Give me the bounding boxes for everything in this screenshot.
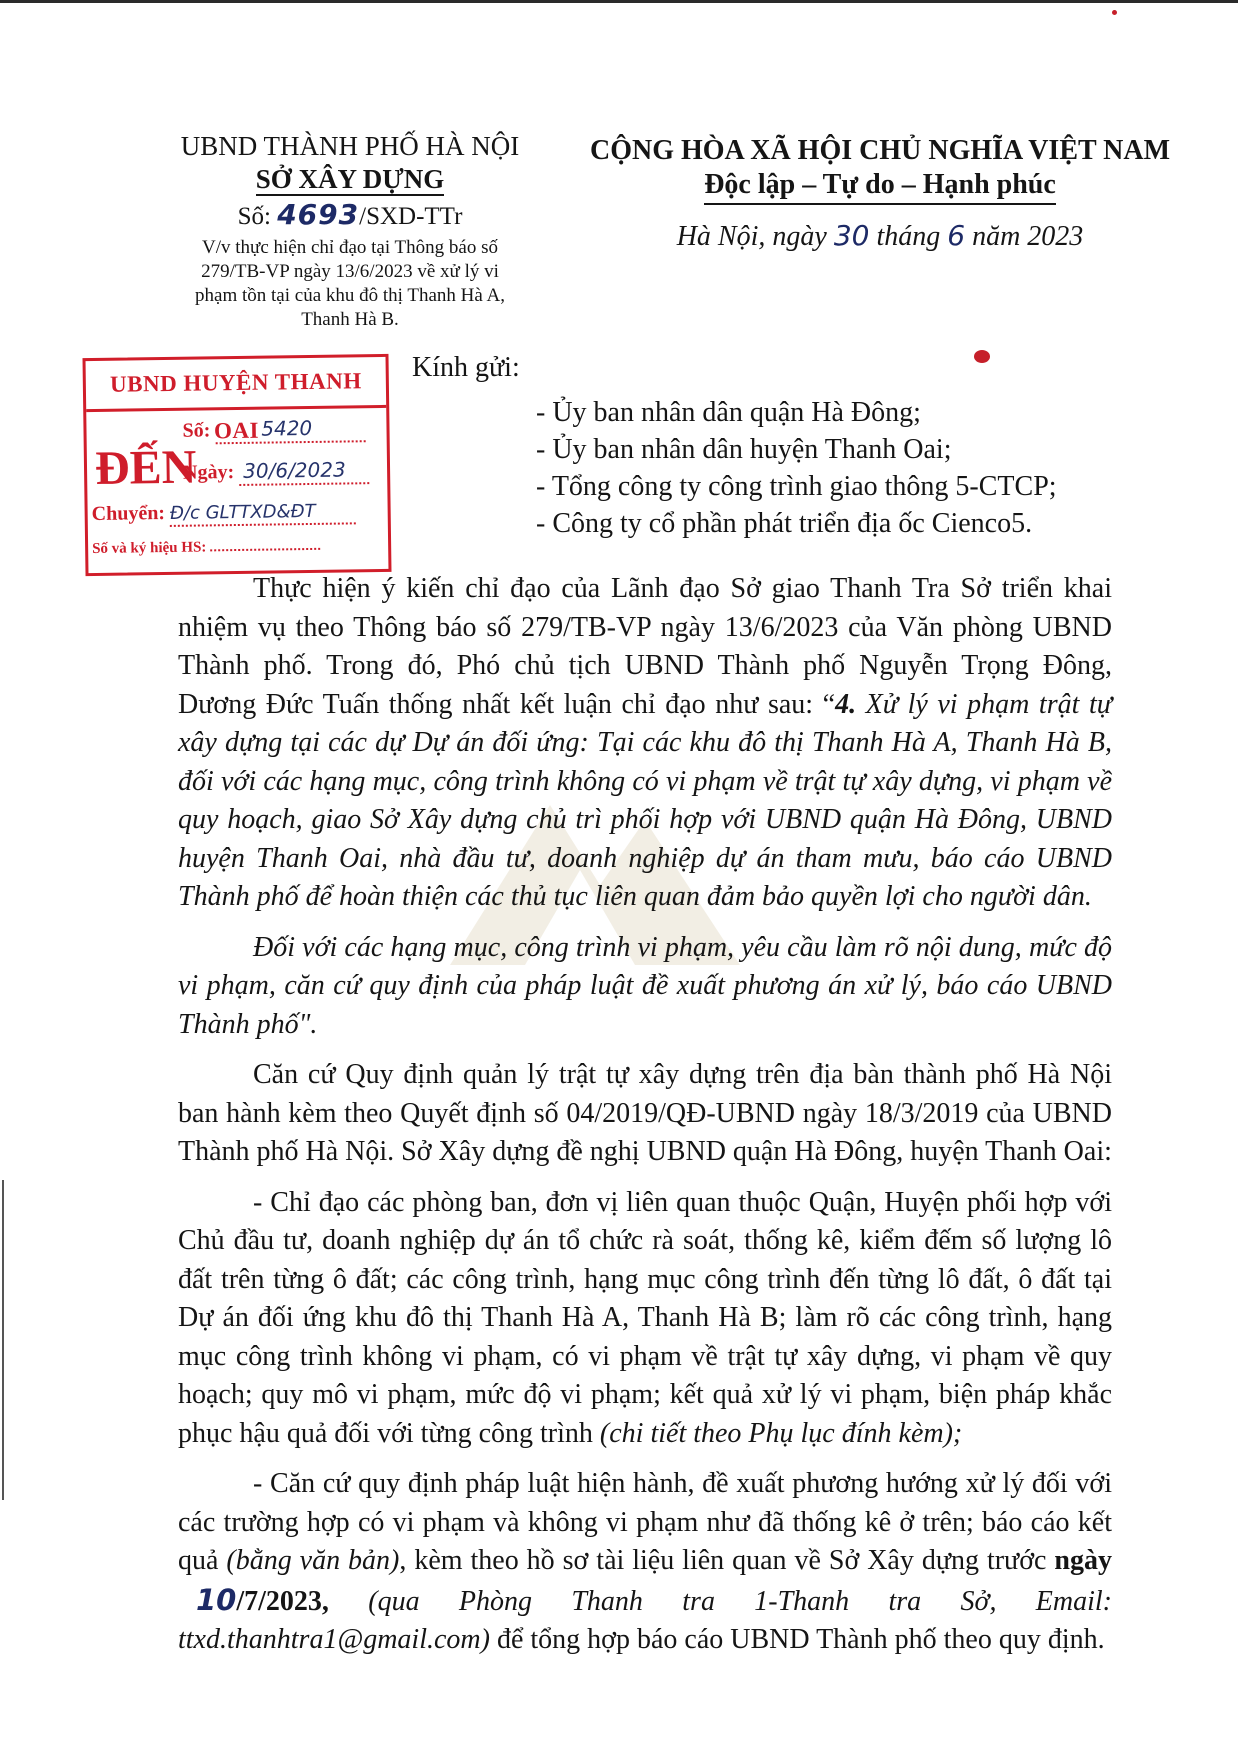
stamp-so-field xyxy=(215,415,365,444)
p5-text-b: (bằng văn bản) xyxy=(226,1545,400,1576)
number-handwritten: 4693 xyxy=(277,198,360,231)
p5-deadline-label: ngày xyxy=(1054,1545,1112,1576)
p5-text-a: - Căn cứ quy định pháp luật hiện hành, đề xuất phương hướng xử lý đối với các trường hợp có vi phạm và không vi phạm như đã thống kê ở trên; báo cáo kết quả xyxy=(178,1468,1112,1576)
body-paragraph-5 xyxy=(178,1465,1112,1660)
document-number xyxy=(150,196,550,236)
stamp-so-value: 5420 xyxy=(261,415,313,441)
p5-contact-note: (qua Phòng Thanh tra 1-Thanh tra Sở, Email: ttxd.thanhtra1@gmail.com) xyxy=(178,1585,1113,1655)
issuer-department xyxy=(150,163,550,196)
body-paragraph-3: Căn cứ Quy định quản lý trật tự xây dựng trên địa bàn thành phố Hà Nội ban hành kèm theo Quyết định số 04/2019/QĐ-UBND ngày 18/3/2019 của UBND Thành phố Hà Nội. Sở Xây dựng đề nghị UBND quận Hà Đông, huyện Thanh Oai: xyxy=(178,1059,1112,1167)
body-paragraph-2: Đối với các hạng mục, công trình vi phạm, yêu cầu làm rõ nội dung, mức độ vi phạm, căn cứ quy định của pháp luật đề xuất phương án xử lý, báo cáo UBND Thành phố". xyxy=(178,931,1112,1040)
p1-quote: Xử lý vi phạm trật tự xây dựng tại các dự Dự án đối ứng: Tại các khu đô thị Thanh Hà A, Thanh Hà B, đối với các hạng mục, công trình không có vi phạm về trật tự xây dựng, vi phạm về quy hoạch, giao Sở Xây dựng chủ trì phối hợp với UBND quận Hà Đông, UBND huyện Thanh Oai, nhà đầu tư, doanh nghiệp dự án tham mưu, báo cáo UBND Thành phố để hoàn thiện các thủ tục liên quan đảm bảo quyền lợi cho người dân. xyxy=(178,688,1113,912)
stamp-ngay-field xyxy=(239,457,369,486)
p1-text: Thực hiện ý kiến chỉ đạo của Lãnh đạo Sở giao Thanh Tra Sở triển khai nhiệm vụ theo Thông báo số 279/TB-VP ngày 13/6/2023 của Văn phòng UBND Thành phố. Trong đó, Phó chủ tịch UBND Thành phố Nguyễn Trọng Đông, Dương Đức Tuấn thống nhất kết luận chỉ đạo như sau: “ xyxy=(178,573,1112,720)
date-month-handwritten: 6 xyxy=(947,219,966,252)
national-motto: Độc lập – Tự do – Hạnh phúc xyxy=(704,168,1056,205)
issue-date xyxy=(590,219,1170,254)
p5-deadline-day-handwritten: 10 xyxy=(196,1582,237,1617)
p4-text: - Chỉ đạo các phòng ban, đơn vị liên quan thuộc Quận, Huyện phối hợp với Chủ đầu tư, doanh nghiệp dự án tổ chức rà soát, thống kê, kiểm đếm số lượng lô đất trên từng ô đất; các công trình, hạng mục công trình đến từng lô đất, ô đất tại Dự án đối ứng khu đô thị Thanh Hà A, Thanh Hà B; làm rõ các công trình, hạng mục công trình không vi phạm, có vi phạm về trật tự xây dựng, vi phạm về quy hoạch; quy mô vi phạm, mức độ vi phạm; kết quả xử lý vi phạm, biện pháp khắc phục hậu quả đối với từng công trình xyxy=(178,1186,1112,1449)
country-name: CỘNG HÒA XÃ HỘI CHỦ NGHĨA VIỆT NAM xyxy=(590,135,1171,166)
stamp-chuyen-value: Đ/c GLTTXD&ĐT xyxy=(169,500,316,524)
stamp-ngay-value: 30/6/2023 xyxy=(243,457,346,483)
national-header xyxy=(590,134,1170,254)
stamp-den: ĐẾN xyxy=(94,440,197,495)
subject-line: Thanh Hà B. xyxy=(301,309,399,330)
subject-block xyxy=(150,236,550,332)
stamp-title: UBND HUYỆN THANH OAI xyxy=(86,357,387,412)
recipient-item: - Tổng công ty công trình giao thông 5-CTCP; xyxy=(536,471,1057,502)
subject-line: phạm tồn tại của khu đô thị Thanh Hà A, xyxy=(195,285,505,306)
date-day-handwritten: 30 xyxy=(833,219,870,252)
stamp-sovb-label: Số và ký hiệu HS: xyxy=(92,539,207,558)
body-paragraph-1 xyxy=(178,570,1112,917)
number-label: Số: xyxy=(237,203,271,230)
recipients-list xyxy=(536,394,1057,542)
p1-item-number: 4. xyxy=(835,688,857,720)
stamp-chuyen-row xyxy=(92,499,357,528)
body-paragraph-4 xyxy=(178,1184,1112,1454)
issuer-header xyxy=(150,130,550,332)
recipients-label: Kính gửi: xyxy=(412,352,520,383)
stamp-chuyen-label: Chuyển: xyxy=(91,502,166,526)
letter-body xyxy=(178,570,1112,1672)
issuer-authority: UBND THÀNH PHỐ HÀ NỘI xyxy=(180,131,520,161)
date-place: Hà Nội, ngày xyxy=(676,221,827,252)
p5-text-c: , kèm theo hồ sơ tài liệu liên quan về Sở Xây dựng trước xyxy=(399,1545,1055,1576)
stamp-chuyen-field xyxy=(170,499,356,527)
p5-deadline-date: /7/2023, xyxy=(236,1585,329,1617)
p4-appendix-note: (chi tiết theo Phụ lục đính kèm); xyxy=(599,1417,963,1449)
subject-line: V/v thực hiện chỉ đạo tại Thông báo số xyxy=(202,237,498,258)
scan-top-edge xyxy=(0,0,1238,3)
received-stamp xyxy=(82,354,391,576)
issuer-department-name: SỞ XÂY DỰNG xyxy=(255,164,445,194)
subject-line: 279/TB-VP ngày 13/6/2023 về xử lý vi xyxy=(201,261,499,282)
recipient-item: - Ủy ban nhân dân quận Hà Đông; xyxy=(536,397,921,428)
stamp-sovb-field xyxy=(210,548,320,552)
date-year: năm 2023 xyxy=(972,221,1084,252)
red-ink-fleck xyxy=(974,350,990,363)
stamp-so-label: Số: xyxy=(182,419,211,442)
stamp-ngay-label: Ngày: xyxy=(182,461,235,484)
recipient-item: - Ủy ban nhân dân huyện Thanh Oai; xyxy=(536,434,952,465)
red-ink-fleck xyxy=(1112,10,1117,15)
stamp-sovb-row xyxy=(92,538,320,558)
stamp-ngay-row xyxy=(183,457,369,487)
number-suffix: /SXD-TTr xyxy=(359,203,463,230)
recipient-item: - Công ty cổ phần phát triển địa ốc Cienco5. xyxy=(536,508,1033,539)
p5-text-g: để tổng hợp báo cáo UBND Thành phố theo quy định. xyxy=(489,1624,1105,1655)
scan-margin-line xyxy=(2,1180,4,1500)
date-month-label: tháng xyxy=(876,221,941,252)
stamp-so-row xyxy=(182,415,365,445)
